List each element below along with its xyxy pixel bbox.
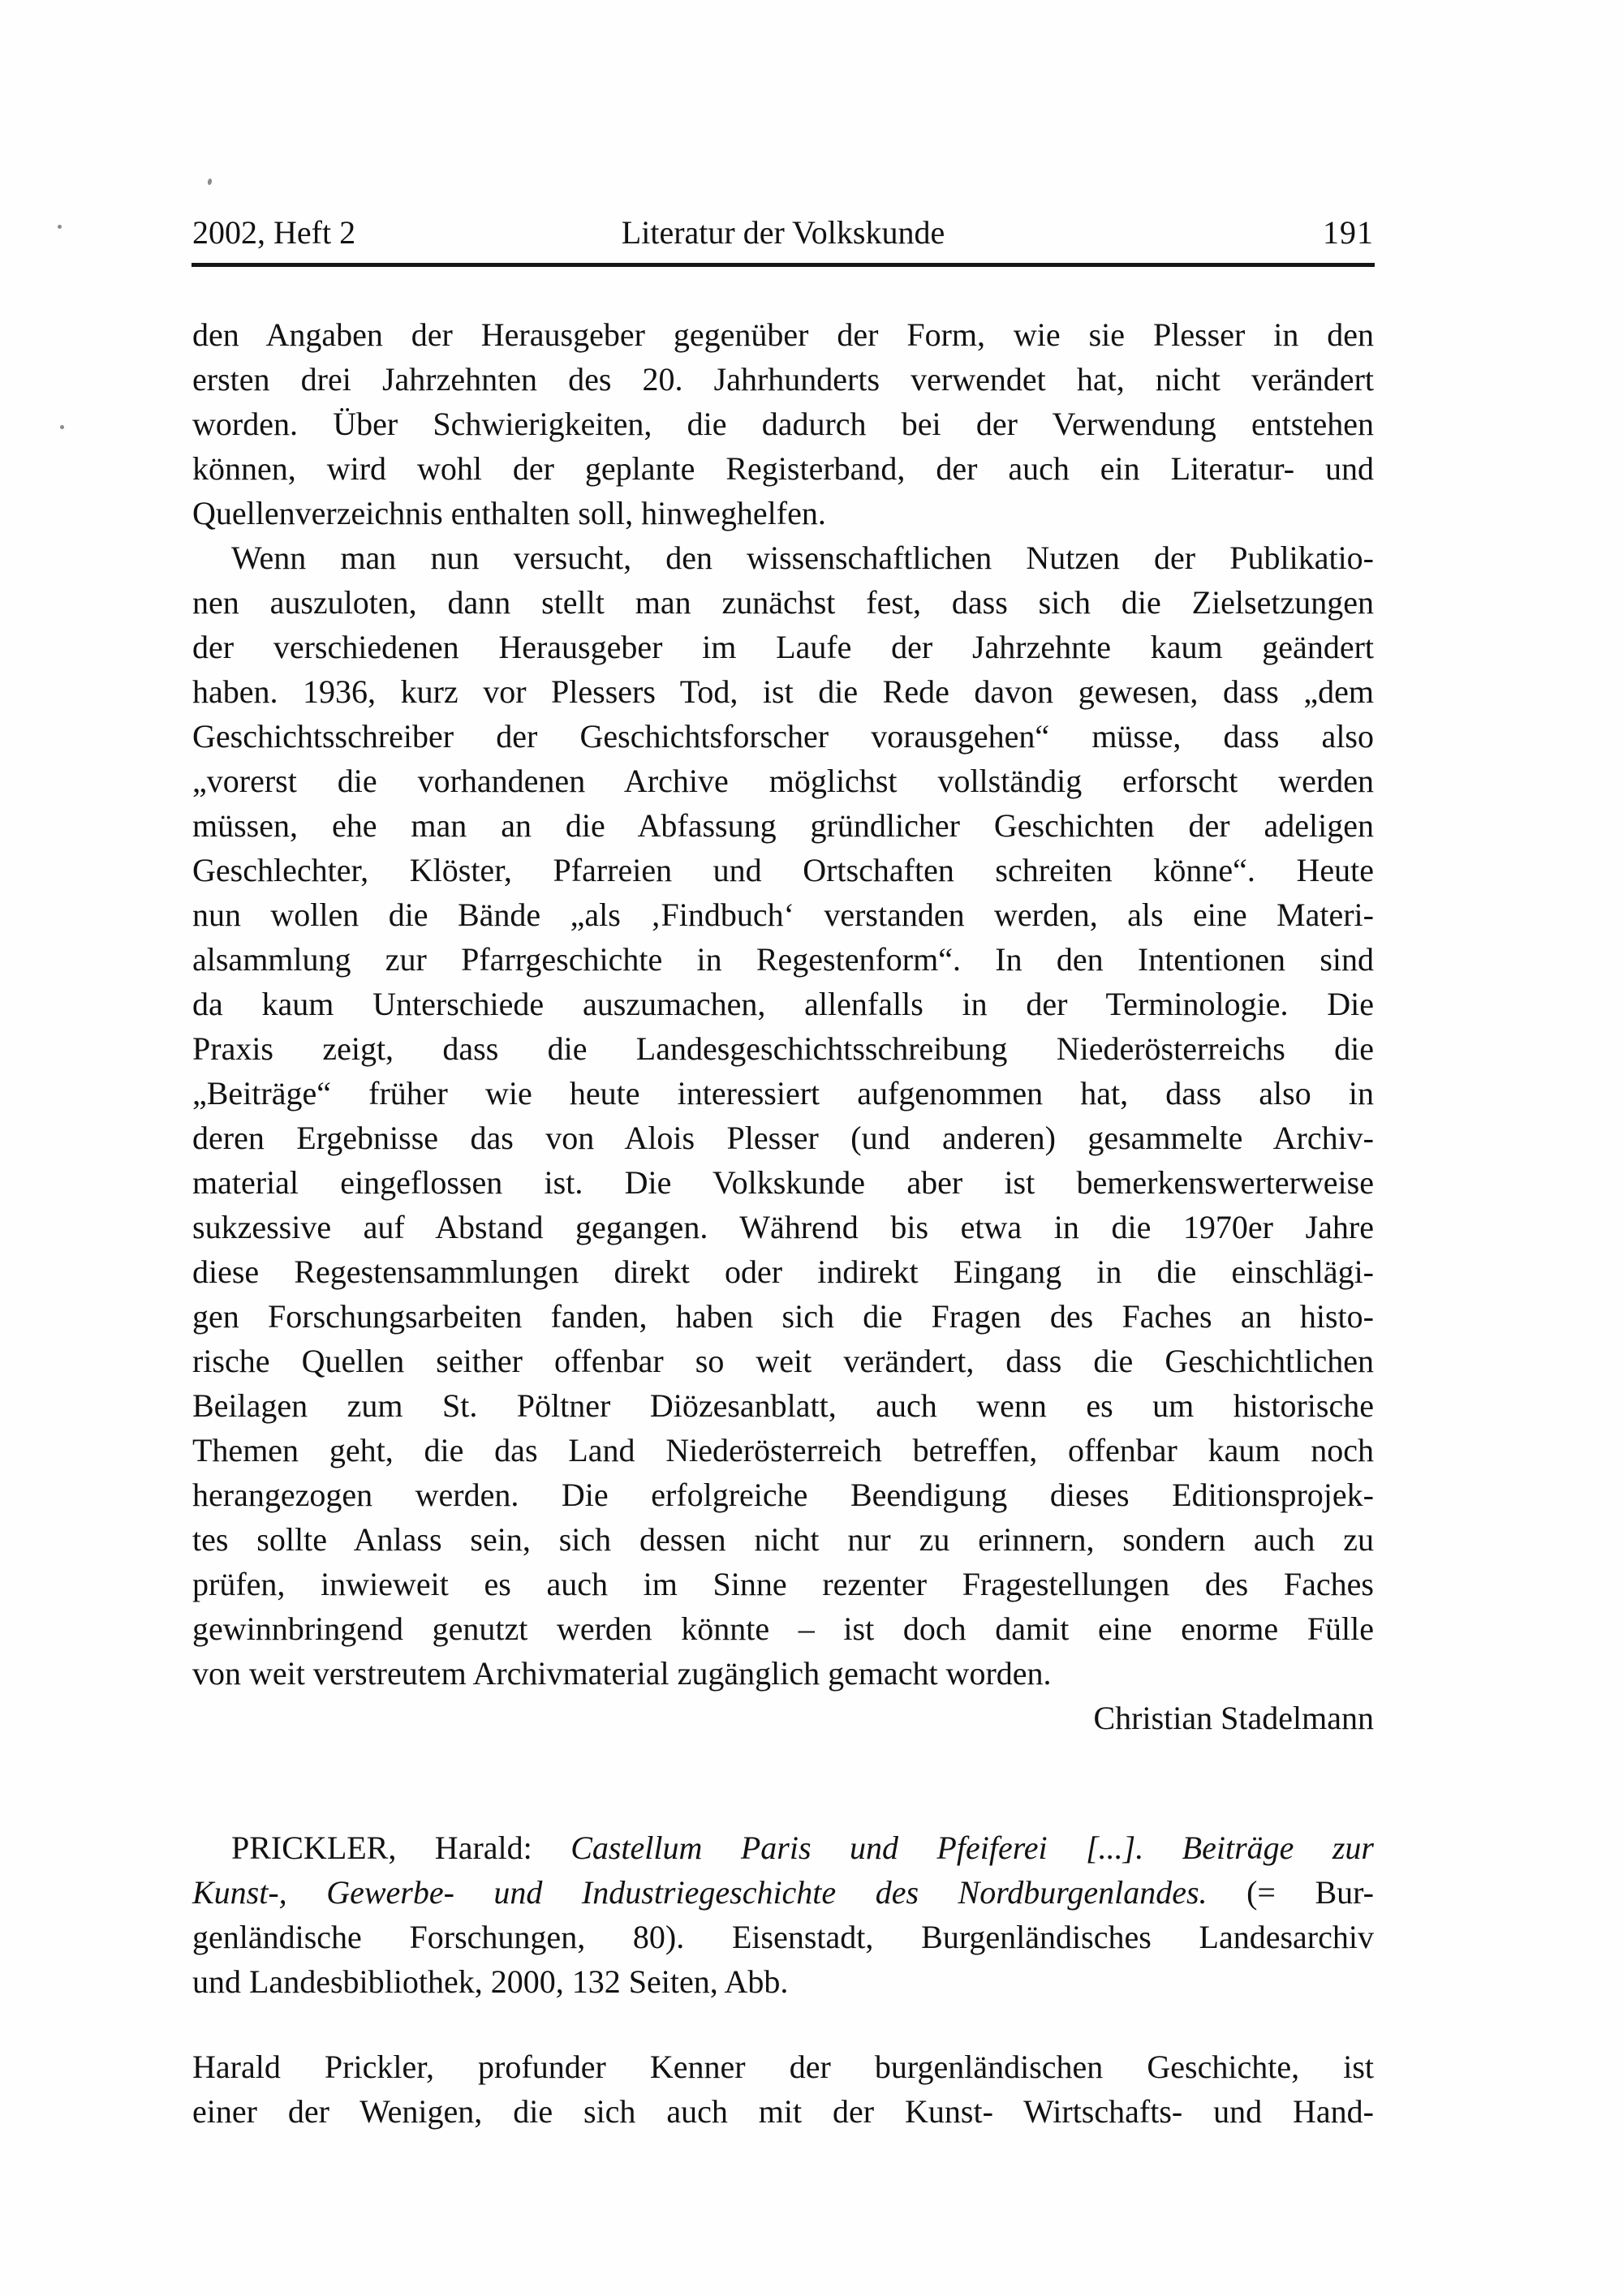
text-segment: ersten drei Jahrzehnten des 20. Jahrhunderts verwendet hat, nicht verändert: [192, 361, 1374, 398]
text-segment: Geschlechter, Klöster, Pfarreien und Ortschaften schreiten könne“. Heute: [192, 852, 1374, 888]
text-segment: diese Regestensammlungen direkt oder indirekt Eingang in die einschlägi-: [192, 1253, 1374, 1290]
text-segment: und Landesbibliothek, 2000, 132 Seiten, Abb.: [192, 1963, 789, 2000]
text-line: [192, 580, 1374, 625]
text-segment: Wenn man nun versucht, den wissenschaftlichen Nutzen der Publikatio-: [231, 540, 1374, 576]
header-rule: [192, 263, 1375, 267]
text-segment: herangezogen werden. Die erfolgreiche Beendigung dieses Editionsprojek-: [192, 1477, 1374, 1513]
text-line: [192, 1294, 1374, 1339]
text-line: [192, 1651, 1374, 1696]
text-line: [192, 491, 1374, 535]
text-line: [192, 446, 1374, 491]
text-line: [192, 669, 1374, 714]
text-segment: haben. 1936, kurz vor Plessers Tod, ist die Rede davon gewesen, dass „dem: [192, 673, 1374, 710]
text-line: [192, 1383, 1374, 1428]
text-line: [192, 1473, 1374, 1517]
text-segment: genländische Forschungen, 80). Eisenstadt, Burgenländisches Landesarchiv: [192, 1919, 1374, 1955]
reviewer-signature: Christian Stadelmann: [1093, 1700, 1374, 1736]
text-segment: nun wollen die Bände „als ‚Findbuch‘ verstanden werden, als eine Materi-: [192, 896, 1374, 933]
review-text-prickler-start: [192, 2044, 1374, 2134]
text-line: [192, 2044, 1374, 2089]
text-line: [192, 2089, 1374, 2134]
text-line: [192, 1562, 1374, 1606]
text-segment: (= Bur-: [1207, 1874, 1374, 1911]
header-issue: 2002, Heft 2: [192, 214, 356, 251]
text-line: [192, 1870, 1374, 1915]
text-segment: einer der Wenigen, die sich auch mit der Kunst- Wirtschafts- und Hand-: [192, 2093, 1374, 2130]
text-line: [192, 803, 1374, 848]
text-segment: den Angaben der Herausgeber gegenüber der Form, wie sie Plesser in den: [192, 316, 1374, 353]
text-segment: Praxis zeigt, dass die Landesgeschichtsschreibung Niederösterreichs die: [192, 1030, 1374, 1067]
text-line: [192, 1026, 1374, 1071]
text-line: [192, 848, 1374, 892]
text-segment: von weit verstreutem Archivmaterial zugänglich gemacht worden.: [192, 1655, 1052, 1692]
text-line: [192, 937, 1374, 982]
text-line: [192, 1249, 1374, 1294]
text-segment: tes sollte Anlass sein, sich dessen nicht nur zu erinnern, sondern auch zu: [192, 1521, 1374, 1558]
header-section-title: Literatur der Volkskunde: [621, 214, 945, 251]
italic-text-segment: Castellum Paris und Pfeiferei [...]. Beiträge zur: [570, 1829, 1374, 1866]
text-segment: alsammlung zur Pfarrgeschichte in Regestenform“. In den Intentionen sind: [192, 941, 1374, 978]
text-line: [192, 1071, 1374, 1116]
text-line: [192, 1339, 1374, 1383]
text-segment: prüfen, inwieweit es auch im Sinne rezenter Fragestellungen des Faches: [192, 1566, 1374, 1602]
text-line: [192, 1428, 1374, 1473]
text-line: [192, 1606, 1374, 1651]
text-line: [192, 625, 1374, 669]
text-segment: Geschichtsschreiber der Geschichtsforscher vorausgehen“ müsse, dass also: [192, 718, 1374, 755]
scan-artifact: [207, 178, 213, 186]
text-line: [192, 1915, 1374, 1959]
text-segment: der verschiedenen Herausgeber im Laufe der Jahrzehnte kaum geändert: [192, 629, 1374, 665]
text-line: [192, 1160, 1374, 1205]
text-segment: gen Forschungsarbeiten fanden, haben sich die Fragen des Faches an histo-: [192, 1298, 1374, 1335]
text-line: [192, 892, 1374, 937]
text-segment: Harald Prickler, profunder Kenner der burgenländischen Geschichte, ist: [192, 2049, 1374, 2085]
text-segment: Quellenverzeichnis enthalten soll, hinweghelfen.: [192, 495, 826, 531]
text-segment: Themen geht, die das Land Niederösterreich betreffen, offenbar kaum noch: [192, 1432, 1374, 1468]
text-line: [192, 1517, 1374, 1562]
text-segment: „vorerst die vorhandenen Archive möglichst vollständig erforscht werden: [192, 763, 1374, 799]
text-segment: sukzessive auf Abstand gegangen. Während bis etwa in die 1970er Jahre: [192, 1209, 1374, 1245]
text-segment: material eingeflossen ist. Die Volkskunde aber ist bemerkenswerterweise: [192, 1164, 1374, 1201]
text-line: [192, 714, 1374, 759]
text-line: [192, 535, 1374, 580]
running-header: [192, 213, 1374, 252]
text-segment: gewinnbringend genutzt werden könnte – ist doch damit eine enorme Fülle: [192, 1610, 1374, 1647]
text-line: [192, 1825, 1374, 1870]
review-text-stadelmann: [192, 312, 1374, 1740]
scan-artifact: [60, 425, 64, 429]
text-line: [192, 759, 1374, 803]
text-segment: da kaum Unterschiede auszumachen, allenfalls in der Terminologie. Die: [192, 986, 1374, 1022]
text-line: [192, 1959, 1374, 2004]
page-number: 191: [1323, 214, 1374, 251]
scan-artifact: [58, 225, 62, 229]
text-line: [192, 312, 1374, 357]
italic-text-segment: Kunst-, Gewerbe- und Industriegeschichte des Nordburgenlandes.: [192, 1874, 1208, 1911]
bibliographic-entry-prickler: [192, 1825, 1374, 2004]
text-segment: Beilagen zum St. Pöltner Diözesanblatt, auch wenn es um historische: [192, 1387, 1374, 1424]
text-line: [192, 402, 1374, 446]
text-line: [192, 982, 1374, 1026]
text-segment: deren Ergebnisse das von Alois Plesser (und anderen) gesammelte Archiv-: [192, 1120, 1374, 1156]
text-segment: PRICKLER, Harald:: [231, 1829, 571, 1866]
text-segment: müssen, ehe man an die Abfassung gründlicher Geschichten der adeligen: [192, 807, 1374, 844]
text-segment: rische Quellen seither offenbar so weit verändert, dass die Geschichtlichen: [192, 1343, 1374, 1379]
text-line: [192, 1205, 1374, 1249]
text-segment: können, wird wohl der geplante Registerband, der auch ein Literatur- und: [192, 450, 1374, 487]
text-line: [192, 1116, 1374, 1160]
text-line: [192, 357, 1374, 402]
text-segment: worden. Über Schwierigkeiten, die dadurch bei der Verwendung entstehen: [192, 406, 1374, 442]
text-segment: „Beiträge“ früher wie heute interessiert aufgenommen hat, dass also in: [192, 1075, 1374, 1111]
text-segment: nen auszuloten, dann stellt man zunächst fest, dass sich die Zielsetzungen: [192, 584, 1374, 621]
